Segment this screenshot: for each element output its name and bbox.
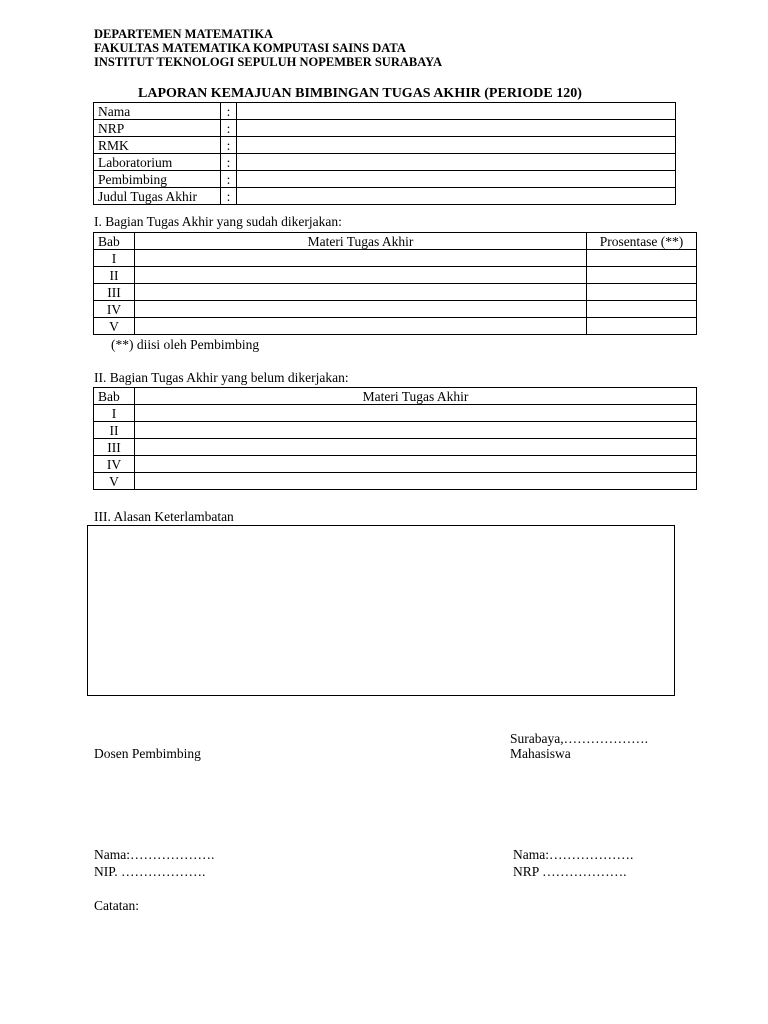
materi-cell[interactable] — [135, 250, 587, 267]
materi-cell[interactable] — [135, 301, 587, 318]
prosentase-cell[interactable] — [587, 267, 697, 284]
student-info-table — [93, 102, 676, 205]
table-row — [94, 422, 697, 439]
info-separator: : — [221, 137, 237, 154]
table-row — [94, 137, 676, 154]
info-value-field[interactable] — [237, 120, 676, 137]
footnote-prosentase: (**) diisi oleh Pembimbing — [111, 337, 260, 352]
advisor-role: Dosen Pembimbing — [94, 746, 201, 761]
info-separator: : — [221, 188, 237, 205]
advisor-nip-field: NIP. ………………. — [94, 864, 206, 879]
info-label: Laboratorium — [94, 154, 221, 171]
institute-name: INSTITUT TEKNOLOGI SEPULUH NOPEMBER SURABAYA — [94, 55, 443, 69]
info-separator: : — [221, 103, 237, 120]
table-header-row — [94, 388, 697, 405]
col-materi-header: Materi Tugas Akhir — [135, 388, 697, 405]
col-bab-header: Bab — [94, 388, 135, 405]
info-label: RMK — [94, 137, 221, 154]
prosentase-cell[interactable] — [587, 284, 697, 301]
table-row — [94, 439, 697, 456]
table-row — [94, 154, 676, 171]
completed-work-table — [93, 232, 697, 335]
table-header-row — [94, 233, 697, 250]
department-name: DEPARTEMEN MATEMATIKA — [94, 27, 274, 41]
bab-cell: III — [94, 439, 135, 456]
table-row — [94, 405, 697, 422]
col-prosentase-header: Prosentase (**) — [587, 233, 697, 250]
table-row — [94, 456, 697, 473]
table-row — [94, 301, 697, 318]
info-label: Judul Tugas Akhir — [94, 188, 221, 205]
advisor-name-field: Nama:………………. — [94, 847, 215, 862]
info-value-field[interactable] — [237, 103, 676, 120]
info-label: Nama — [94, 103, 221, 120]
bab-cell: I — [94, 405, 135, 422]
place-date: Surabaya,………………. — [510, 731, 648, 746]
prosentase-cell[interactable] — [587, 250, 697, 267]
bab-cell: IV — [94, 301, 135, 318]
bab-cell: IV — [94, 456, 135, 473]
page-title: LAPORAN KEMAJUAN BIMBINGAN TUGAS AKHIR (PERIODE 120) — [138, 86, 582, 101]
materi-cell[interactable] — [135, 456, 697, 473]
table-row — [94, 120, 676, 137]
materi-cell[interactable] — [135, 267, 587, 284]
prosentase-cell[interactable] — [587, 318, 697, 335]
bab-cell: I — [94, 250, 135, 267]
bab-cell: V — [94, 318, 135, 335]
info-value-field[interactable] — [237, 171, 676, 188]
section1-heading: I. Bagian Tugas Akhir yang sudah dikerjakan: — [94, 214, 342, 229]
student-name-field: Nama:………………. — [513, 847, 634, 862]
materi-cell[interactable] — [135, 284, 587, 301]
table-row — [94, 188, 676, 205]
bab-cell: V — [94, 473, 135, 490]
section2-heading: II. Bagian Tugas Akhir yang belum dikerjakan: — [94, 370, 349, 385]
info-label: NRP — [94, 120, 221, 137]
bab-cell: II — [94, 267, 135, 284]
student-role: Mahasiswa — [510, 746, 571, 761]
table-row — [94, 318, 697, 335]
student-nrp-field: NRP ………………. — [513, 864, 627, 879]
info-separator: : — [221, 120, 237, 137]
delay-reason-box[interactable] — [87, 525, 675, 696]
col-materi-header: Materi Tugas Akhir — [135, 233, 587, 250]
info-separator: : — [221, 154, 237, 171]
faculty-name: FAKULTAS MATEMATIKA KOMPUTASI SAINS DATA — [94, 41, 406, 55]
materi-cell[interactable] — [135, 405, 697, 422]
table-row — [94, 284, 697, 301]
materi-cell[interactable] — [135, 422, 697, 439]
col-bab-header: Bab — [94, 233, 135, 250]
section3-heading: III. Alasan Keterlambatan — [94, 509, 234, 524]
info-value-field[interactable] — [237, 137, 676, 154]
materi-cell[interactable] — [135, 318, 587, 335]
materi-cell[interactable] — [135, 473, 697, 490]
info-value-field[interactable] — [237, 154, 676, 171]
info-separator: : — [221, 171, 237, 188]
info-label: Pembimbing — [94, 171, 221, 188]
notes-label: Catatan: — [94, 898, 139, 913]
bab-cell: II — [94, 422, 135, 439]
bab-cell: III — [94, 284, 135, 301]
table-row — [94, 250, 697, 267]
prosentase-cell[interactable] — [587, 301, 697, 318]
info-value-field[interactable] — [237, 188, 676, 205]
table-row — [94, 103, 676, 120]
table-row — [94, 267, 697, 284]
materi-cell[interactable] — [135, 439, 697, 456]
remaining-work-table — [93, 387, 697, 490]
table-row — [94, 473, 697, 490]
table-row — [94, 171, 676, 188]
